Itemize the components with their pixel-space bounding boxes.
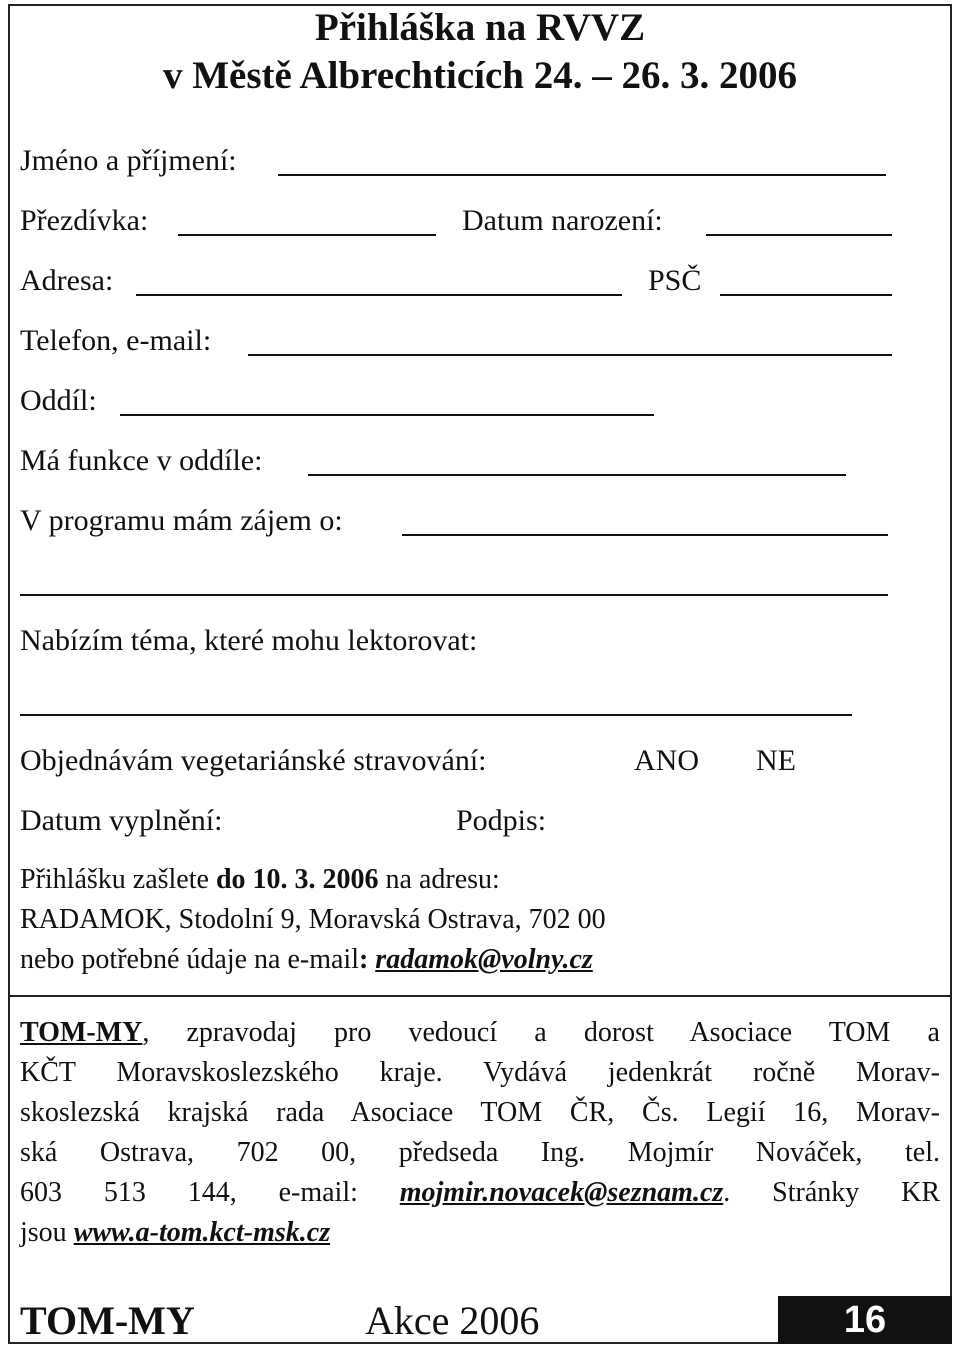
phone-text: 603 513 144, e-mail: [20,1177,400,1208]
form-title-line2: v Městě Albrechticích 24. – 26. 3. 2006 [162,54,798,97]
birthdate-label: Datum narození: [462,204,663,237]
instructions-line1 [20,863,500,897]
address-label: Adresa: [20,264,114,297]
colophon-line3: skoslezská krajská rada Asociace TOM ČR, Čs. Legií 16, Morav- [20,1097,940,1128]
topic-field[interactable] [20,714,852,716]
role-label: Má funkce v oddíle: [20,444,263,477]
unit-field[interactable] [120,414,654,416]
colophon-line1 [20,1013,940,1053]
role-field[interactable] [308,474,846,476]
vegetarian-yes-option[interactable]: ANO [634,744,699,777]
instructions-text: Přihlášku zašlete [20,864,216,895]
mailing-address: RADAMOK, Stodolní 9, Moravská Ostrava, 702 00 [20,904,606,935]
interest-label: V programu mám zájem o: [20,504,343,537]
page-number: 16 [778,1296,952,1344]
website-prefix: jsou [20,1217,74,1248]
colophon-text-end: . Stránky KR [723,1177,941,1208]
form-title-line1: Přihláška na RVVZ [314,6,646,49]
colophon-line2: KČT Moravskoslezského kraje. Vydává jedenkrát ročně Morav- [20,1057,940,1088]
divider [8,995,952,997]
email-colon: : [358,944,369,975]
newsletter-name: TOM-MY [20,1017,143,1048]
deadline: do 10. 3. 2006 [215,864,379,895]
footer-newsletter-name: TOM-MY [20,1298,195,1343]
colophon-line4: ská Ostrava, 702 00, předseda Ing. Mojmír Nováček, tel. [20,1137,940,1168]
interest-field-continued[interactable] [20,594,888,596]
contact-label: Telefon, e-mail: [20,324,212,357]
birthdate-field[interactable] [706,234,892,236]
instructions-line3 [20,943,593,977]
date-label: Datum vyplnění: [20,804,223,837]
zip-label: PSČ [648,264,702,297]
email-instruction-text: nebo potřebné údaje na e-mail [20,944,359,975]
nickname-label: Přezdívka: [20,204,149,237]
footer-event: Akce 2006 [365,1298,540,1343]
zip-field[interactable] [720,294,892,296]
colophon-line5 [20,1173,940,1213]
chairman-email-link[interactable]: mojmir.novacek@seznam.cz [399,1177,724,1208]
unit-label: Oddíl: [20,384,97,417]
colophon-text: , zpravodaj pro vedoucí a dorost Asociace TOM a [142,1017,940,1048]
radamok-email-link[interactable]: radamok@volny.cz [375,944,593,975]
name-field[interactable] [278,174,886,176]
nickname-field[interactable] [178,234,436,236]
signature-label: Podpis: [456,804,547,837]
topic-label: Nabízím téma, které mohu lektorovat: [20,624,478,657]
name-label: Jméno a příjmení: [20,144,237,177]
address-field[interactable] [136,294,622,296]
colophon-line6 [20,1213,940,1253]
vegetarian-no-option[interactable]: NE [756,744,796,777]
interest-field[interactable] [402,534,888,536]
contact-field[interactable] [248,354,892,356]
website-link[interactable]: www.a-tom.kct-msk.cz [73,1217,331,1248]
instructions-text-end: na adresu: [378,864,500,895]
vegetarian-label: Objednávám vegetariánské stravování: [20,744,487,777]
